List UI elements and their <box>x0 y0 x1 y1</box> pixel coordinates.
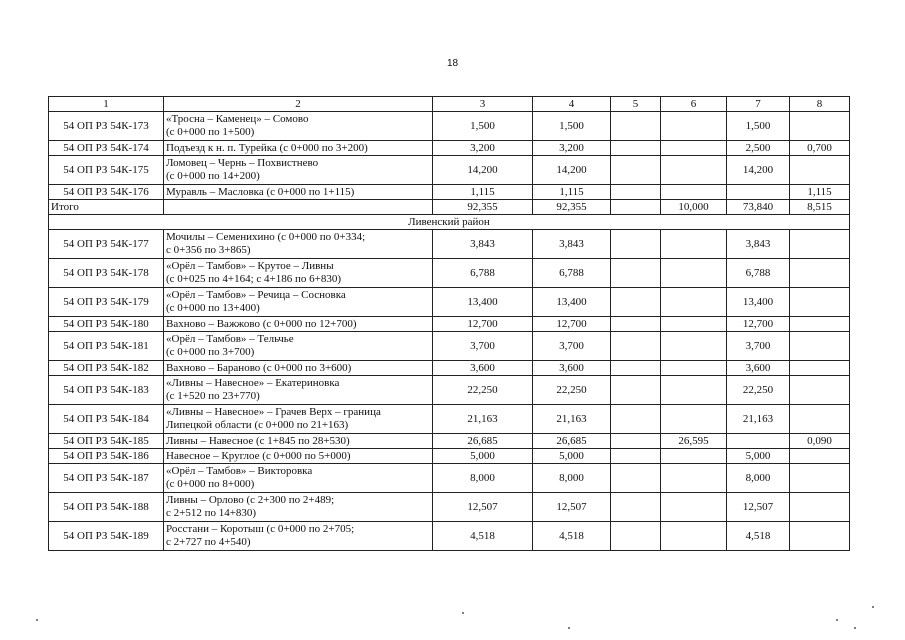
road-name <box>164 493 433 522</box>
value-cell-c4: 13,400 <box>533 288 611 317</box>
table-body <box>49 97 850 551</box>
total-row <box>49 200 850 215</box>
table-row <box>49 493 850 522</box>
road-code: 54 ОП РЗ 54К-177 <box>49 230 164 259</box>
value-cell-c7: 4,518 <box>727 522 790 551</box>
table-row <box>49 522 850 551</box>
value-cell-c8: 0,090 <box>790 434 850 449</box>
value-cell-c6 <box>661 522 727 551</box>
value-cell-c5 <box>611 230 661 259</box>
road-code: 54 ОП РЗ 54К-183 <box>49 376 164 405</box>
header-cell: 4 <box>533 97 611 112</box>
value-cell-c6 <box>661 464 727 493</box>
road-name <box>164 434 433 449</box>
table-row <box>49 230 850 259</box>
road-name-line: (с 0+000 по 3+700) <box>166 346 255 358</box>
road-name <box>164 405 433 434</box>
table-row <box>49 259 850 288</box>
road-code: 54 ОП РЗ 54К-174 <box>49 141 164 156</box>
value-cell-c3: 4,518 <box>433 522 533 551</box>
value-cell-c3: 6,788 <box>433 259 533 288</box>
value-cell-c3: 3,700 <box>433 332 533 361</box>
road-name-line: «Орёл – Тамбов» – Викторовка <box>166 465 313 477</box>
road-name <box>164 185 433 200</box>
value-cell-c8 <box>790 156 850 185</box>
road-name <box>164 464 433 493</box>
value-cell-c8 <box>790 522 850 551</box>
road-name <box>164 288 433 317</box>
header-cell: 7 <box>727 97 790 112</box>
table-row <box>49 112 850 141</box>
value-cell-c3: 12,700 <box>433 317 533 332</box>
value-cell-c6 <box>661 361 727 376</box>
table-row <box>49 434 850 449</box>
road-name <box>164 317 433 332</box>
value-cell-c3: 3,843 <box>433 230 533 259</box>
road-name-line: Навесное – Круглое (с 0+000 по 5+000) <box>166 449 351 462</box>
value-cell-c5 <box>611 200 661 215</box>
value-cell-c4: 1,500 <box>533 112 611 141</box>
value-cell-c8 <box>790 493 850 522</box>
road-name <box>164 230 433 259</box>
value-cell-c6 <box>661 259 727 288</box>
value-cell-c4: 92,355 <box>533 200 611 215</box>
road-name-line: «Орёл – Тамбов» – Тельчье <box>166 333 294 345</box>
value-cell-c7 <box>727 434 790 449</box>
value-cell-c4: 12,700 <box>533 317 611 332</box>
table-row <box>49 317 850 332</box>
value-cell-c6 <box>661 449 727 464</box>
value-cell-c8 <box>790 259 850 288</box>
road-code: 54 ОП РЗ 54К-184 <box>49 405 164 434</box>
header-row <box>49 97 850 112</box>
value-cell-c7: 12,507 <box>727 493 790 522</box>
table-row <box>49 288 850 317</box>
road-name-line: Муравль – Масловка (с 0+000 по 1+115) <box>166 185 355 198</box>
value-cell-c7: 22,250 <box>727 376 790 405</box>
value-cell-c6 <box>661 376 727 405</box>
road-name-line: с 0+356 по 3+865) <box>166 244 251 256</box>
value-cell-c7: 21,163 <box>727 405 790 434</box>
road-code: 54 ОП РЗ 54К-188 <box>49 493 164 522</box>
value-cell-c4: 5,000 <box>533 449 611 464</box>
value-cell-c3: 21,163 <box>433 405 533 434</box>
value-cell-c7: 3,600 <box>727 361 790 376</box>
value-cell-c8 <box>790 230 850 259</box>
value-cell-c7: 3,700 <box>727 332 790 361</box>
value-cell-c8: 1,115 <box>790 185 850 200</box>
table-row <box>49 185 850 200</box>
value-cell-c3: 1,500 <box>433 112 533 141</box>
value-cell-c7: 3,843 <box>727 230 790 259</box>
header-cell: 2 <box>164 97 433 112</box>
scan-speck <box>836 619 838 621</box>
road-name-line: (с 0+025 по 4+164; с 4+186 по 6+830) <box>166 273 341 285</box>
road-name-line: с 2+727 по 4+540) <box>166 536 251 548</box>
value-cell-c3: 1,115 <box>433 185 533 200</box>
road-name-line: (с 0+000 по 8+000) <box>166 478 255 490</box>
value-cell-c5 <box>611 434 661 449</box>
road-name-line: Подъезд к н. п. Турейка (с 0+000 по 3+200) <box>166 141 368 154</box>
value-cell-c8 <box>790 288 850 317</box>
scan-speck <box>36 619 38 621</box>
value-cell-c4: 3,700 <box>533 332 611 361</box>
road-name-line: Мочилы – Семенихино (с 0+000 по 0+334; <box>166 231 366 243</box>
value-cell-c8 <box>790 317 850 332</box>
value-cell-c5 <box>611 317 661 332</box>
road-name <box>164 141 433 156</box>
value-cell-c6 <box>661 493 727 522</box>
value-cell-c6: 26,595 <box>661 434 727 449</box>
value-cell-c7: 13,400 <box>727 288 790 317</box>
value-cell-c8 <box>790 449 850 464</box>
road-code: 54 ОП РЗ 54К-180 <box>49 317 164 332</box>
value-cell-c3: 92,355 <box>433 200 533 215</box>
value-cell-c7: 8,000 <box>727 464 790 493</box>
value-cell-c7 <box>727 185 790 200</box>
value-cell-c5 <box>611 288 661 317</box>
value-cell-c6 <box>661 156 727 185</box>
value-cell-c7: 5,000 <box>727 449 790 464</box>
value-cell-c5 <box>611 332 661 361</box>
value-cell-c6 <box>661 141 727 156</box>
roads-table <box>48 96 850 551</box>
value-cell-c3: 26,685 <box>433 434 533 449</box>
value-cell-c8 <box>790 332 850 361</box>
value-cell-c4: 12,507 <box>533 493 611 522</box>
road-name <box>164 156 433 185</box>
value-cell-c5 <box>611 376 661 405</box>
road-code: 54 ОП РЗ 54К-173 <box>49 112 164 141</box>
value-cell-c3: 5,000 <box>433 449 533 464</box>
value-cell-c5 <box>611 449 661 464</box>
value-cell-c5 <box>611 361 661 376</box>
table-row <box>49 405 850 434</box>
scan-speck <box>872 606 874 608</box>
table-row <box>49 156 850 185</box>
road-name-line: Ливны – Навесное (с 1+845 по 28+530) <box>166 434 350 447</box>
value-cell-c7: 1,500 <box>727 112 790 141</box>
value-cell-c5 <box>611 112 661 141</box>
road-name <box>164 522 433 551</box>
road-name-line: «Орёл – Тамбов» – Крутое – Ливны <box>166 260 334 272</box>
road-name-line: «Орёл – Тамбов» – Речица – Сосновка <box>166 289 346 301</box>
value-cell-c5 <box>611 185 661 200</box>
table-row <box>49 361 850 376</box>
value-cell-c4: 1,115 <box>533 185 611 200</box>
road-code: 54 ОП РЗ 54К-185 <box>49 434 164 449</box>
value-cell-c4: 14,200 <box>533 156 611 185</box>
value-cell-c3: 22,250 <box>433 376 533 405</box>
value-cell-c4: 6,788 <box>533 259 611 288</box>
value-cell-c6 <box>661 317 727 332</box>
header-cell: 5 <box>611 97 661 112</box>
value-cell-c8: 0,700 <box>790 141 850 156</box>
value-cell-c6 <box>661 112 727 141</box>
table-row <box>49 141 850 156</box>
road-name-line: Росстани – Коротыш (с 0+000 по 2+705; <box>166 523 355 535</box>
road-code: 54 ОП РЗ 54К-186 <box>49 449 164 464</box>
road-name-line: Вахново – Важжово (с 0+000 по 12+700) <box>166 317 357 330</box>
header-cell: 6 <box>661 97 727 112</box>
value-cell-c4: 3,600 <box>533 361 611 376</box>
road-name <box>164 332 433 361</box>
value-cell-c7: 6,788 <box>727 259 790 288</box>
value-cell-c3: 3,200 <box>433 141 533 156</box>
road-name-line: Липецкой области (с 0+000 по 21+163) <box>166 419 349 431</box>
road-name <box>164 376 433 405</box>
road-code: 54 ОП РЗ 54К-178 <box>49 259 164 288</box>
road-name <box>164 200 433 215</box>
value-cell-c5 <box>611 141 661 156</box>
road-name-line: Ломовец – Чернь – Похвистнево <box>166 157 319 169</box>
road-name <box>164 361 433 376</box>
road-name <box>164 259 433 288</box>
value-cell-c5 <box>611 493 661 522</box>
table-row <box>49 376 850 405</box>
road-code: 54 ОП РЗ 54К-179 <box>49 288 164 317</box>
table-row <box>49 464 850 493</box>
value-cell-c6 <box>661 185 727 200</box>
value-cell-c3: 3,600 <box>433 361 533 376</box>
value-cell-c5 <box>611 156 661 185</box>
scan-speck <box>568 627 570 629</box>
value-cell-c4: 21,163 <box>533 405 611 434</box>
value-cell-c5 <box>611 259 661 288</box>
road-name-line: (с 0+000 по 1+500) <box>166 126 255 138</box>
value-cell-c5 <box>611 405 661 434</box>
value-cell-c5 <box>611 464 661 493</box>
road-name-line: «Ливны – Навесное» – Екатериновка <box>166 377 340 389</box>
total-label: Итого <box>49 200 164 215</box>
road-name <box>164 449 433 464</box>
value-cell-c3: 14,200 <box>433 156 533 185</box>
header-cell: 8 <box>790 97 850 112</box>
road-name <box>164 112 433 141</box>
road-code: 54 ОП РЗ 54К-182 <box>49 361 164 376</box>
road-name-line: «Ливны – Навесное» – Грачев Верх – граница <box>166 406 381 418</box>
road-name-line: с 2+512 по 14+830) <box>166 507 257 519</box>
table-row <box>49 449 850 464</box>
value-cell-c8 <box>790 405 850 434</box>
value-cell-c6 <box>661 230 727 259</box>
value-cell-c7: 73,840 <box>727 200 790 215</box>
value-cell-c7: 14,200 <box>727 156 790 185</box>
table-row <box>49 332 850 361</box>
road-code: 54 ОП РЗ 54К-187 <box>49 464 164 493</box>
value-cell-c8 <box>790 361 850 376</box>
section-title: Ливенский район <box>49 215 850 230</box>
value-cell-c6 <box>661 288 727 317</box>
road-code: 54 ОП РЗ 54К-181 <box>49 332 164 361</box>
value-cell-c4: 3,843 <box>533 230 611 259</box>
value-cell-c6: 10,000 <box>661 200 727 215</box>
page-number: 18 <box>446 58 459 69</box>
value-cell-c4: 22,250 <box>533 376 611 405</box>
road-name-line: (с 0+000 по 13+400) <box>166 302 260 314</box>
scan-speck <box>854 627 856 629</box>
value-cell-c3: 8,000 <box>433 464 533 493</box>
road-code: 54 ОП РЗ 54К-176 <box>49 185 164 200</box>
road-code: 54 ОП РЗ 54К-189 <box>49 522 164 551</box>
value-cell-c6 <box>661 332 727 361</box>
value-cell-c4: 26,685 <box>533 434 611 449</box>
value-cell-c7: 12,700 <box>727 317 790 332</box>
value-cell-c8: 8,515 <box>790 200 850 215</box>
value-cell-c8 <box>790 464 850 493</box>
value-cell-c3: 13,400 <box>433 288 533 317</box>
header-cell: 3 <box>433 97 533 112</box>
section-row <box>49 215 850 230</box>
value-cell-c3: 12,507 <box>433 493 533 522</box>
value-cell-c6 <box>661 405 727 434</box>
road-name-line: (с 0+000 по 14+200) <box>166 170 260 182</box>
value-cell-c7: 2,500 <box>727 141 790 156</box>
road-name-line: «Тросна – Каменец» – Сомово <box>166 113 309 125</box>
value-cell-c4: 8,000 <box>533 464 611 493</box>
scan-speck <box>462 612 464 614</box>
header-cell: 1 <box>49 97 164 112</box>
road-code: 54 ОП РЗ 54К-175 <box>49 156 164 185</box>
value-cell-c8 <box>790 376 850 405</box>
road-name-line: (с 1+520 по 23+770) <box>166 390 260 402</box>
road-name-line: Ливны – Орлово (с 2+300 по 2+489; <box>166 494 335 506</box>
value-cell-c4: 3,200 <box>533 141 611 156</box>
value-cell-c8 <box>790 112 850 141</box>
value-cell-c5 <box>611 522 661 551</box>
value-cell-c4: 4,518 <box>533 522 611 551</box>
road-name-line: Вахново – Бараново (с 0+000 по 3+600) <box>166 361 352 374</box>
